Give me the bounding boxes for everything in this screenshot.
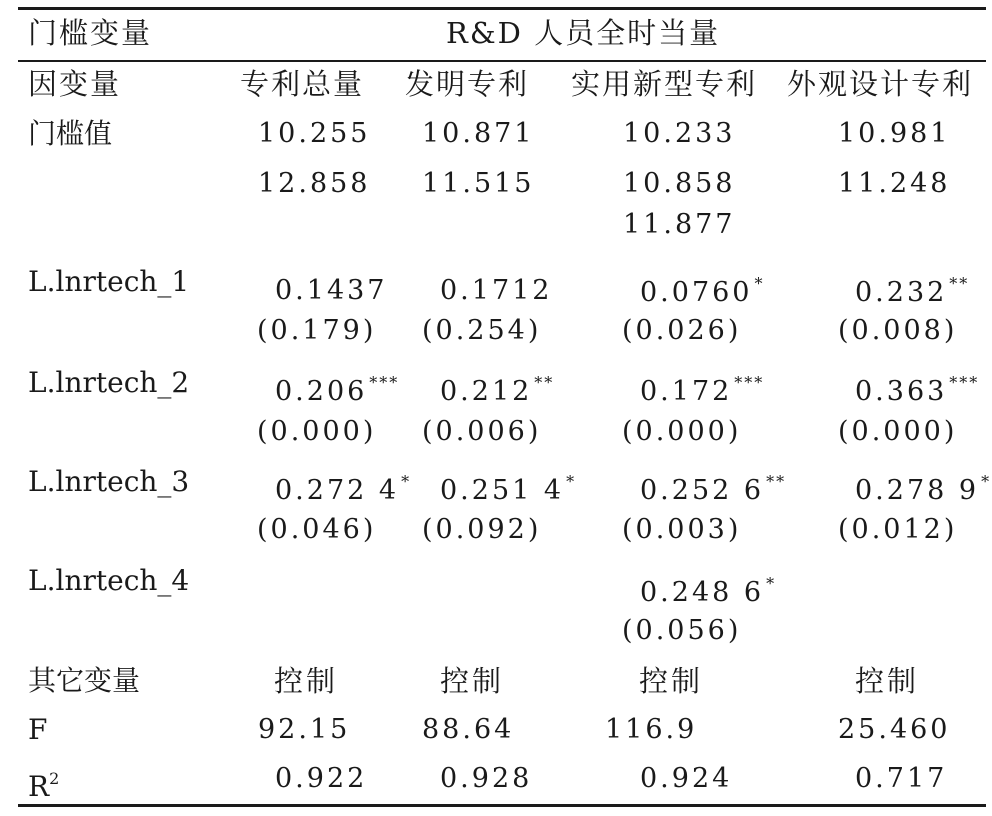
threshold-value: 10.255 bbox=[258, 118, 371, 149]
r2-value: 0.922 bbox=[275, 763, 368, 794]
controls-label: 其它变量 bbox=[28, 664, 141, 697]
significance-stars: *** bbox=[949, 373, 980, 392]
threshold-var-header: 门槛变量 bbox=[28, 16, 153, 50]
header-rule bbox=[18, 60, 986, 62]
threshold-value: 10.233 bbox=[623, 118, 736, 149]
threshold-value: 12.858 bbox=[258, 168, 371, 199]
p-value: (0.006) bbox=[422, 416, 542, 447]
dep-var-header: 因变量 bbox=[28, 67, 122, 101]
p-value: (0.179) bbox=[257, 315, 377, 346]
control-value: 控制 bbox=[639, 664, 704, 698]
col-invention-patents: 发明专利 bbox=[405, 67, 530, 101]
coefficient: 0.212 ** bbox=[440, 373, 555, 407]
p-value: (0.003) bbox=[622, 514, 742, 545]
p-value: (0.000) bbox=[622, 416, 742, 447]
rd-header: R&D 人员全时当量 bbox=[446, 16, 721, 50]
significance-stars: * bbox=[981, 472, 992, 491]
coefficient: 0.363 *** bbox=[855, 373, 980, 407]
bottom-rule bbox=[18, 804, 986, 807]
coefficient: 0.248 6 * bbox=[640, 574, 777, 608]
coefficient: 0.0760 * bbox=[640, 274, 765, 308]
p-value: (0.012) bbox=[838, 514, 958, 545]
r2-label: $R^2$ bbox=[28, 769, 60, 803]
significance-stars: ** bbox=[534, 373, 555, 392]
col-design-patents: 外观设计专利 bbox=[787, 67, 974, 101]
coefficient: 0.206 *** bbox=[275, 373, 400, 407]
significance-stars: * bbox=[401, 472, 412, 491]
row-label-lnrtech-2: L.lnrtech_2 bbox=[28, 366, 190, 399]
col-total-patents: 专利总量 bbox=[240, 67, 365, 101]
significance-stars: * bbox=[766, 574, 777, 593]
control-value: 控制 bbox=[274, 664, 339, 698]
p-value: (0.000) bbox=[257, 416, 377, 447]
col-utility-patents: 实用新型专利 bbox=[571, 67, 758, 101]
threshold-value: 11.877 bbox=[623, 209, 736, 240]
p-value: (0.092) bbox=[422, 514, 542, 545]
coefficient: 0.278 9 * bbox=[855, 472, 992, 506]
significance-stars: * bbox=[566, 472, 577, 491]
threshold-label: 门槛值 bbox=[28, 117, 113, 150]
f-value: 92.15 bbox=[258, 714, 351, 745]
coefficient: 0.232 ** bbox=[855, 274, 970, 308]
row-label-lnrtech-4: L.lnrtech_4 bbox=[28, 564, 190, 597]
significance-stars: *** bbox=[734, 373, 765, 392]
threshold-value: 10.858 bbox=[623, 168, 736, 199]
coefficient: 0.1712 bbox=[440, 275, 553, 306]
threshold-value: 10.871 bbox=[422, 118, 535, 149]
p-value: (0.056) bbox=[622, 615, 742, 646]
coefficient: 0.272 4 * bbox=[275, 472, 412, 506]
f-label: F bbox=[28, 713, 48, 746]
significance-stars: ** bbox=[766, 472, 787, 491]
coefficient: 0.172 *** bbox=[640, 373, 765, 407]
p-value: (0.000) bbox=[838, 416, 958, 447]
r2-exponent: 2 bbox=[49, 769, 60, 788]
top-rule bbox=[18, 7, 986, 10]
r2-value: 0.928 bbox=[440, 763, 533, 794]
threshold-value: 10.981 bbox=[838, 118, 951, 149]
row-label-lnrtech-1: L.lnrtech_1 bbox=[28, 265, 190, 298]
threshold-value: 11.515 bbox=[422, 168, 535, 199]
significance-stars: * bbox=[754, 274, 765, 293]
row-label-lnrtech-3: L.lnrtech_3 bbox=[28, 465, 190, 498]
p-value: (0.046) bbox=[257, 514, 377, 545]
control-value: 控制 bbox=[855, 664, 920, 698]
p-value: (0.254) bbox=[422, 315, 542, 346]
coefficient: 0.252 6 ** bbox=[640, 472, 787, 506]
f-value: 88.64 bbox=[422, 714, 515, 745]
threshold-value: 11.248 bbox=[838, 168, 951, 199]
p-value: (0.008) bbox=[838, 315, 958, 346]
r2-value: 0.924 bbox=[640, 763, 733, 794]
p-value: (0.026) bbox=[622, 315, 742, 346]
f-value: 116.9 bbox=[605, 714, 698, 745]
significance-stars: *** bbox=[369, 373, 400, 392]
significance-stars: ** bbox=[949, 274, 970, 293]
r2-value: 0.717 bbox=[855, 763, 948, 794]
f-value: 25.460 bbox=[838, 714, 951, 745]
coefficient: 0.251 4 * bbox=[440, 472, 577, 506]
coefficient: 0.1437 bbox=[275, 275, 388, 306]
control-value: 控制 bbox=[440, 664, 505, 698]
